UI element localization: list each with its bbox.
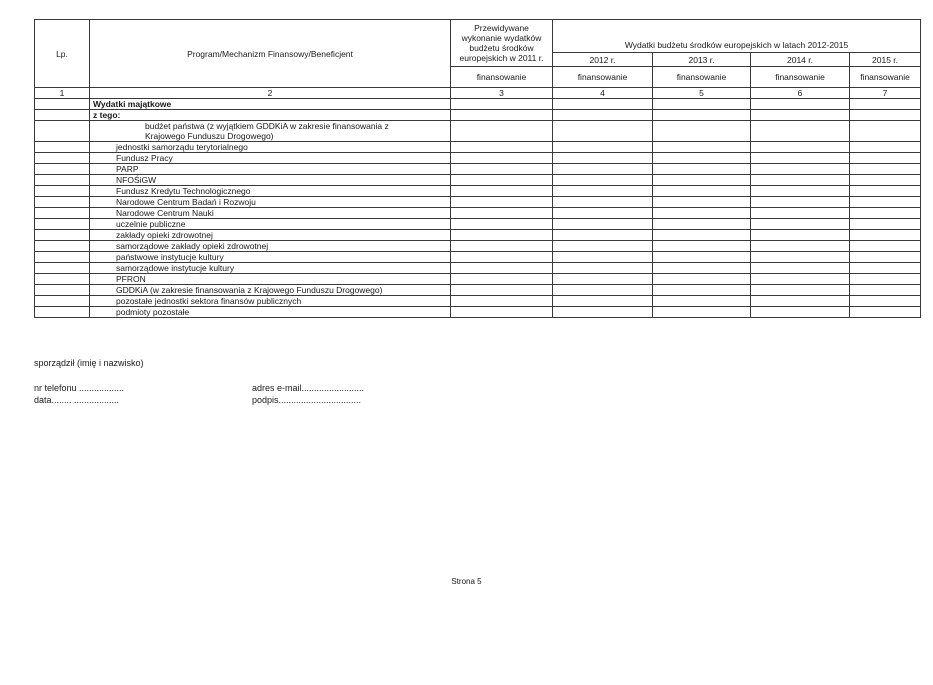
empty-cell <box>751 241 850 252</box>
page-number: Strona 5 <box>451 577 482 586</box>
empty-cell <box>850 296 921 307</box>
col-number: 5 <box>653 88 751 99</box>
empty-cell <box>653 263 751 274</box>
empty-cell <box>653 186 751 197</box>
empty-cell <box>653 153 751 164</box>
empty-cell <box>35 296 90 307</box>
empty-cell <box>451 252 553 263</box>
table-row <box>35 175 921 186</box>
empty-cell <box>751 296 850 307</box>
empty-cell <box>35 197 90 208</box>
empty-cell <box>850 164 921 175</box>
empty-cell <box>653 121 751 142</box>
podpis-field: podpis................................. <box>252 395 362 405</box>
empty-cell <box>553 263 653 274</box>
empty-cell <box>451 285 553 296</box>
header-przewidywane: Przewidywane wykonanie wydatków budżetu środków europejskich w 2011 r. <box>451 20 553 67</box>
empty-cell <box>653 296 751 307</box>
row-label: NFOŚiGW <box>90 175 451 186</box>
empty-cell <box>850 252 921 263</box>
table-row <box>35 153 921 164</box>
empty-cell <box>451 241 553 252</box>
empty-cell <box>850 121 921 142</box>
col-number: 1 <box>35 88 90 99</box>
empty-cell <box>35 252 90 263</box>
sporzadzil-label: sporządził (imię i nazwisko) <box>34 358 144 368</box>
table-row <box>35 121 921 142</box>
empty-cell <box>653 99 751 110</box>
empty-cell <box>751 219 850 230</box>
row-label: zakłady opieki zdrowotnej <box>90 230 451 241</box>
header-lp: Lp. <box>35 20 90 88</box>
empty-cell <box>553 274 653 285</box>
empty-cell <box>751 153 850 164</box>
empty-cell <box>653 274 751 285</box>
empty-cell <box>451 307 553 318</box>
empty-cell <box>751 208 850 219</box>
empty-cell <box>850 208 921 219</box>
empty-cell <box>451 121 553 142</box>
header-finansowanie: finansowanie <box>553 67 653 88</box>
empty-cell <box>850 241 921 252</box>
empty-cell <box>751 285 850 296</box>
row-label: pozostałe jednostki sektora finansów publicznych <box>90 296 451 307</box>
table-row <box>35 274 921 285</box>
empty-cell <box>35 164 90 175</box>
empty-cell <box>553 296 653 307</box>
empty-cell <box>35 230 90 241</box>
col-number: 3 <box>451 88 553 99</box>
budget-table <box>34 19 921 318</box>
empty-cell <box>850 285 921 296</box>
row-label: Narodowe Centrum Nauki <box>90 208 451 219</box>
empty-cell <box>451 296 553 307</box>
table-row <box>35 252 921 263</box>
empty-cell <box>553 121 653 142</box>
empty-cell <box>451 230 553 241</box>
empty-cell <box>553 307 653 318</box>
empty-cell <box>451 263 553 274</box>
empty-cell <box>451 274 553 285</box>
empty-cell <box>751 175 850 186</box>
empty-cell <box>35 175 90 186</box>
empty-cell <box>451 208 553 219</box>
empty-cell <box>850 263 921 274</box>
row-label: uczelnie publiczne <box>90 219 451 230</box>
empty-cell <box>653 285 751 296</box>
empty-cell <box>751 307 850 318</box>
empty-cell <box>751 263 850 274</box>
empty-cell <box>653 252 751 263</box>
empty-cell <box>850 230 921 241</box>
table-row <box>35 197 921 208</box>
header-program: Program/Mechanizm Finansowy/Beneficjent <box>90 20 451 88</box>
data-field: data........ .................. <box>34 395 120 405</box>
empty-cell <box>653 175 751 186</box>
empty-cell <box>850 274 921 285</box>
col-number: 6 <box>751 88 850 99</box>
table-row <box>35 307 921 318</box>
empty-cell <box>751 230 850 241</box>
empty-cell <box>451 164 553 175</box>
header-finansowanie: finansowanie <box>850 67 921 88</box>
empty-cell <box>553 153 653 164</box>
empty-cell <box>751 197 850 208</box>
row-label: samorządowe zakłady opieki zdrowotnej <box>90 241 451 252</box>
empty-cell <box>35 307 90 318</box>
empty-cell <box>553 99 653 110</box>
table-row <box>35 241 921 252</box>
empty-cell <box>653 110 751 121</box>
empty-cell <box>553 252 653 263</box>
empty-cell <box>653 307 751 318</box>
header-finansowanie: finansowanie <box>653 67 751 88</box>
empty-cell <box>553 219 653 230</box>
empty-cell <box>850 175 921 186</box>
row-label: Fundusz Kredytu Technologicznego <box>90 186 451 197</box>
empty-cell <box>850 307 921 318</box>
empty-cell <box>451 142 553 153</box>
empty-cell <box>751 121 850 142</box>
table-row <box>35 230 921 241</box>
header-year-2012: 2012 r. <box>553 53 653 67</box>
empty-cell <box>653 197 751 208</box>
row-label: jednostki samorządu terytorialnego <box>90 142 451 153</box>
empty-cell <box>850 110 921 121</box>
empty-cell <box>35 219 90 230</box>
empty-cell <box>850 153 921 164</box>
table-row <box>35 99 921 110</box>
row-label: Wydatki majątkowe <box>90 99 451 110</box>
empty-cell <box>35 142 90 153</box>
row-label: Fundusz Pracy <box>90 153 451 164</box>
table-row <box>35 164 921 175</box>
empty-cell <box>751 164 850 175</box>
empty-cell <box>451 186 553 197</box>
empty-cell <box>751 110 850 121</box>
empty-cell <box>653 142 751 153</box>
empty-cell <box>850 142 921 153</box>
empty-cell <box>553 285 653 296</box>
row-label: PARP <box>90 164 451 175</box>
empty-cell <box>553 230 653 241</box>
empty-cell <box>35 99 90 110</box>
header-wydatki-title: Wydatki budżetu środków europejskich w latach 2012-2015 <box>553 20 921 53</box>
empty-cell <box>751 274 850 285</box>
row-label: Narodowe Centrum Badań i Rozwoju <box>90 197 451 208</box>
empty-cell <box>451 175 553 186</box>
row-label: podmioty pozostałe <box>90 307 451 318</box>
empty-cell <box>850 186 921 197</box>
empty-cell <box>451 110 553 121</box>
empty-cell <box>850 99 921 110</box>
empty-cell <box>35 263 90 274</box>
table-row <box>35 263 921 274</box>
empty-cell <box>751 99 850 110</box>
row-label: PFRON <box>90 274 451 285</box>
empty-cell <box>553 110 653 121</box>
col-number: 4 <box>553 88 653 99</box>
empty-cell <box>35 110 90 121</box>
empty-cell <box>35 208 90 219</box>
empty-cell <box>35 186 90 197</box>
header-year-2014: 2014 r. <box>751 53 850 67</box>
empty-cell <box>653 230 751 241</box>
empty-cell <box>653 164 751 175</box>
empty-cell <box>751 252 850 263</box>
table-row <box>35 208 921 219</box>
empty-cell <box>451 99 553 110</box>
empty-cell <box>653 208 751 219</box>
empty-cell <box>850 219 921 230</box>
header-year-2013: 2013 r. <box>653 53 751 67</box>
empty-cell <box>451 219 553 230</box>
row-label: GDDKiA (w zakresie finansowania z Krajowego Funduszu Drogowego) <box>90 285 451 296</box>
empty-cell <box>653 241 751 252</box>
row-label: budżet państwa (z wyjątkiem GDDKiA w zakresie finansowania z Krajowego Funduszu Drogowego) <box>90 121 451 142</box>
table-row <box>35 110 921 121</box>
table-row <box>35 296 921 307</box>
col-number: 7 <box>850 88 921 99</box>
header-finansowanie: finansowanie <box>451 67 553 88</box>
row-label: samorządowe instytucje kultury <box>90 263 451 274</box>
empty-cell <box>553 175 653 186</box>
empty-cell <box>553 208 653 219</box>
empty-cell <box>553 186 653 197</box>
table-row <box>35 219 921 230</box>
header-year-2015: 2015 r. <box>850 53 921 67</box>
col-number: 2 <box>90 88 451 99</box>
empty-cell <box>451 197 553 208</box>
table-row <box>35 186 921 197</box>
empty-cell <box>35 285 90 296</box>
table-row <box>35 285 921 296</box>
empty-cell <box>35 241 90 252</box>
empty-cell <box>850 197 921 208</box>
empty-cell <box>751 142 850 153</box>
email-field: adres e-mail......................... <box>252 383 365 393</box>
empty-cell <box>751 186 850 197</box>
empty-cell <box>35 274 90 285</box>
telefon-field: nr telefonu .................. <box>34 383 125 393</box>
header-finansowanie: finansowanie <box>751 67 850 88</box>
table-row <box>35 142 921 153</box>
empty-cell <box>553 164 653 175</box>
empty-cell <box>553 142 653 153</box>
empty-cell <box>553 241 653 252</box>
empty-cell <box>35 153 90 164</box>
empty-cell <box>553 197 653 208</box>
row-label: państwowe instytucje kultury <box>90 252 451 263</box>
empty-cell <box>451 153 553 164</box>
empty-cell <box>35 121 90 142</box>
row-label: z tego: <box>90 110 451 121</box>
empty-cell <box>653 219 751 230</box>
